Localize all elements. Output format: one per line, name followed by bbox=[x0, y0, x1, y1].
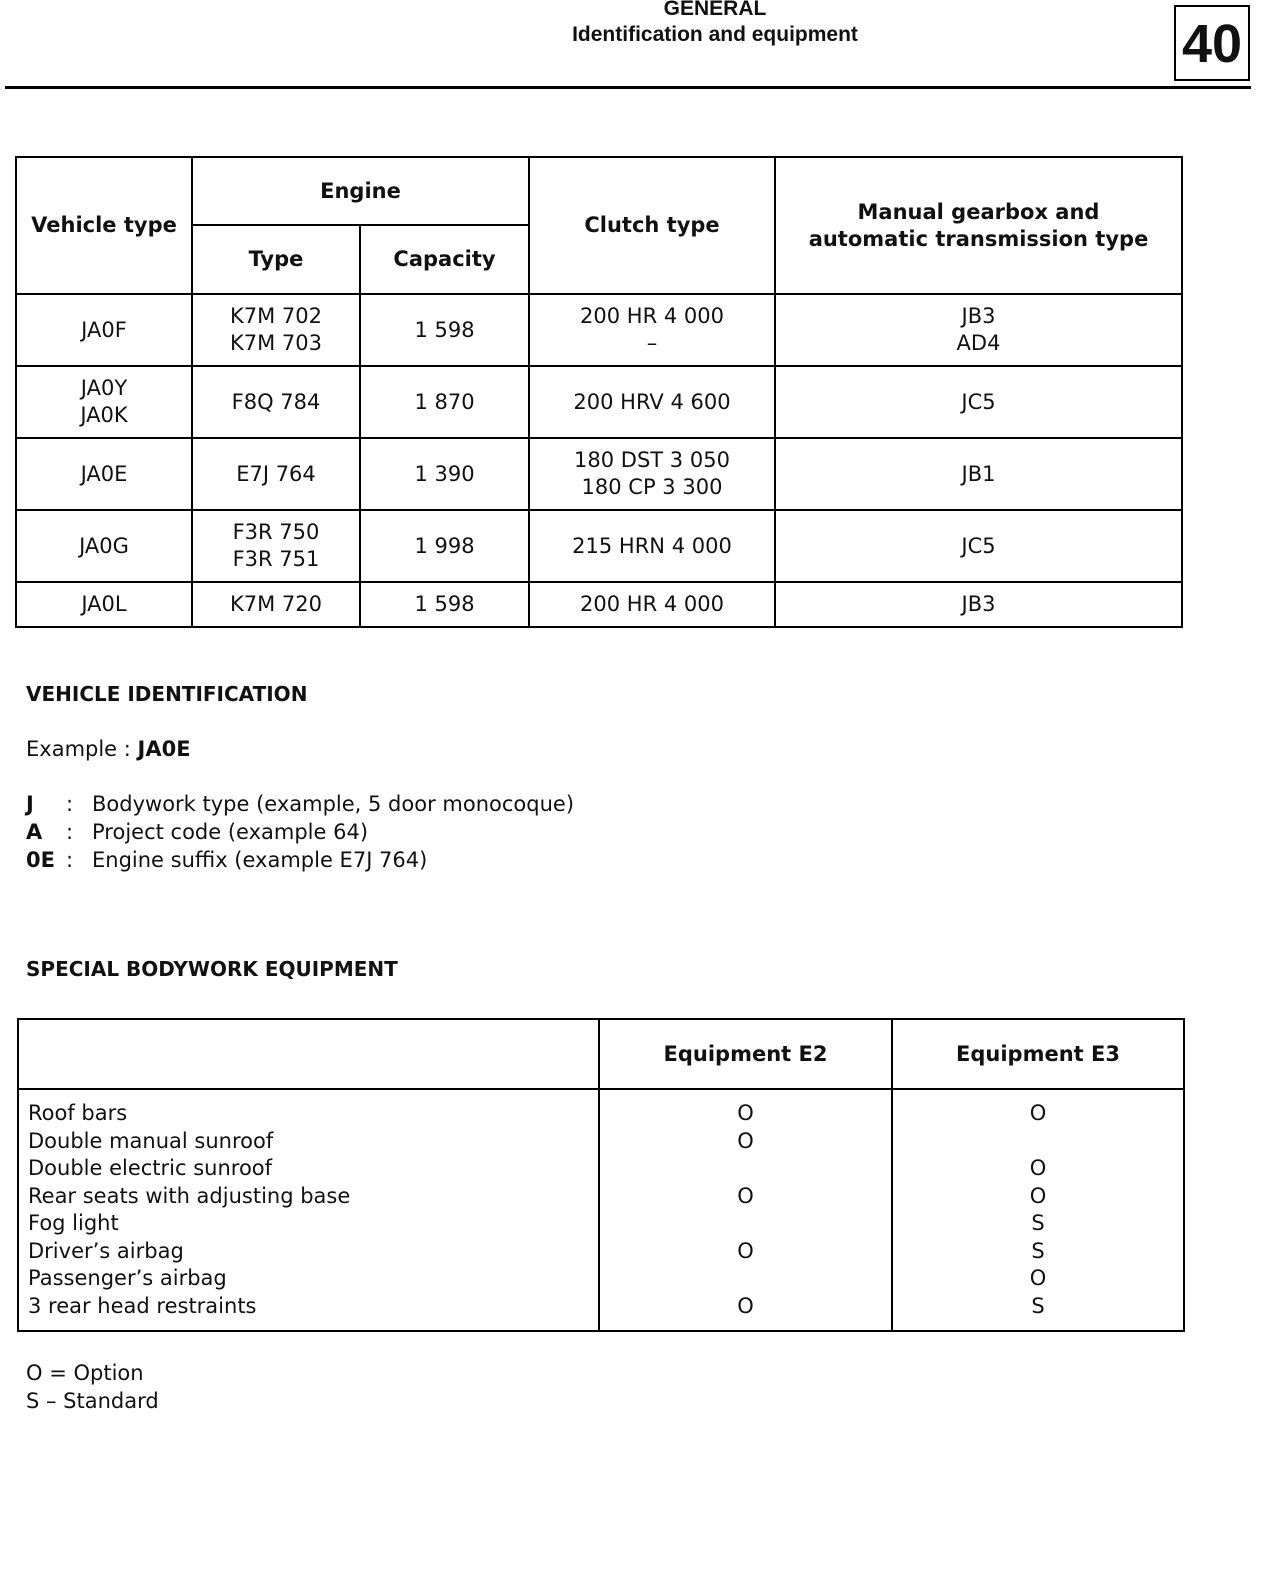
equipment-item-name: Fog light bbox=[28, 1211, 119, 1235]
equipment-e2-mark bbox=[600, 1265, 891, 1293]
cell-line: 1 598 bbox=[414, 592, 475, 616]
cell-capacity bbox=[360, 582, 529, 627]
cell-gearbox-type bbox=[775, 366, 1182, 438]
code-description: Bodywork type (example, 5 door monocoque) bbox=[92, 792, 575, 816]
cell-line: K7M 703 bbox=[229, 331, 322, 355]
cell-line: JA0E bbox=[80, 461, 128, 486]
header-divider bbox=[5, 86, 1251, 89]
cell-clutch-type bbox=[529, 366, 775, 438]
cell-line: – bbox=[646, 331, 658, 355]
equipment-e3-cell bbox=[892, 1089, 1184, 1331]
cell-line: K7M 720 bbox=[229, 592, 322, 616]
equipment-e3-mark: O bbox=[1029, 1266, 1047, 1290]
code-key: A bbox=[26, 820, 43, 844]
section-title: GENERAL bbox=[663, 0, 767, 20]
cell-line: JB1 bbox=[961, 461, 996, 486]
code-separator: : bbox=[66, 820, 74, 844]
cell-gearbox-type bbox=[775, 582, 1182, 627]
engine-table-row bbox=[16, 438, 1182, 510]
equipment-e3-mark: S bbox=[1031, 1211, 1045, 1235]
equipment-item-name: Double electric sunroof bbox=[28, 1156, 273, 1180]
page-header bbox=[0, 0, 1269, 48]
cell-line: JA0Y bbox=[80, 376, 128, 400]
cell-line: 200 HR 4 000 bbox=[580, 592, 724, 616]
equipment-item-name: Driver’s airbag bbox=[28, 1238, 184, 1263]
legend-standard: S – Standard bbox=[26, 1389, 159, 1413]
example-line bbox=[26, 737, 191, 761]
vehicle-identification-heading: VEHICLE IDENTIFICATION bbox=[26, 682, 308, 706]
cell-engine-type bbox=[192, 366, 360, 438]
cell-gearbox-type bbox=[775, 438, 1182, 510]
cell-line: JC5 bbox=[961, 533, 996, 558]
cell-line: 1 870 bbox=[414, 389, 475, 414]
equipment-header-e3: Equipment E3 bbox=[892, 1019, 1184, 1089]
engine-table bbox=[15, 156, 1183, 628]
equipment-header-blank bbox=[18, 1019, 599, 1089]
equipment-e3-mark: O bbox=[1029, 1156, 1047, 1180]
code-key: J bbox=[26, 792, 34, 816]
cell-line: 200 HR 4 000 bbox=[580, 304, 724, 328]
cell-vehicle-type bbox=[16, 510, 192, 582]
equipment-e3-mark bbox=[893, 1128, 1183, 1156]
cell-clutch-type bbox=[529, 510, 775, 582]
cell-clutch-type bbox=[529, 582, 775, 627]
legend-option: O = Option bbox=[26, 1361, 144, 1385]
cell-vehicle-type bbox=[16, 294, 192, 366]
example-label: Example : bbox=[26, 737, 138, 761]
cell-line: 180 CP 3 300 bbox=[581, 475, 723, 499]
code-description: Engine suffix (example E7J 764) bbox=[92, 848, 428, 872]
header-gearbox-type: Manual gearbox and automatic transmission type bbox=[775, 157, 1182, 294]
section-subtitle: Identification and equipment bbox=[572, 23, 858, 46]
cell-line: 1 598 bbox=[414, 317, 475, 342]
legend bbox=[26, 1359, 159, 1415]
equipment-e2-cell bbox=[599, 1089, 892, 1331]
equipment-e3-mark: O bbox=[1029, 1101, 1047, 1125]
equipment-item-name: Double manual sunroof bbox=[28, 1128, 274, 1153]
cell-vehicle-type bbox=[16, 582, 192, 627]
cell-line: F3R 750 bbox=[232, 520, 320, 544]
cell-line: JB3 bbox=[961, 304, 996, 328]
equipment-e3-mark: S bbox=[1031, 1238, 1045, 1263]
equipment-e2-mark bbox=[600, 1155, 891, 1183]
engine-table-body bbox=[16, 294, 1182, 627]
cell-capacity bbox=[360, 438, 529, 510]
cell-vehicle-type bbox=[16, 438, 192, 510]
equipment-header-e2: Equipment E2 bbox=[599, 1019, 892, 1089]
cell-engine-type bbox=[192, 582, 360, 627]
header-engine-type: Type bbox=[192, 225, 360, 294]
equipment-e3-mark: O bbox=[1029, 1183, 1047, 1208]
cell-engine-type bbox=[192, 294, 360, 366]
engine-table-row bbox=[16, 582, 1182, 627]
cell-vehicle-type bbox=[16, 366, 192, 438]
header-engine: Engine bbox=[192, 157, 529, 225]
header-engine-capacity: Capacity bbox=[360, 225, 529, 294]
equipment-item-name: 3 rear head restraints bbox=[28, 1293, 257, 1318]
equipment-e2-mark: O bbox=[737, 1183, 754, 1208]
cell-capacity bbox=[360, 294, 529, 366]
identification-code-row bbox=[26, 818, 368, 846]
cell-gearbox-type bbox=[775, 294, 1182, 366]
cell-gearbox-type bbox=[775, 510, 1182, 582]
cell-line: JA0G bbox=[79, 533, 129, 558]
cell-line: K7M 702 bbox=[229, 304, 322, 328]
code-separator: : bbox=[66, 848, 74, 872]
equipment-e2-mark bbox=[600, 1210, 891, 1238]
identification-code-row bbox=[26, 846, 427, 874]
code-key: 0E bbox=[26, 848, 55, 872]
equipment-item-name: Passenger’s airbag bbox=[28, 1266, 227, 1290]
special-equipment-heading: SPECIAL BODYWORK EQUIPMENT bbox=[26, 957, 398, 981]
engine-table-row bbox=[16, 294, 1182, 366]
example-code: JA0E bbox=[137, 737, 191, 761]
cell-line: F3R 751 bbox=[232, 547, 320, 571]
equipment-e2-mark: O bbox=[737, 1101, 754, 1125]
cell-engine-type bbox=[192, 438, 360, 510]
header-clutch-type: Clutch type bbox=[529, 157, 775, 294]
cell-line: F8Q 784 bbox=[231, 389, 321, 414]
cell-line: 1 998 bbox=[414, 533, 475, 558]
code-separator: : bbox=[66, 792, 74, 816]
equipment-e2-mark: O bbox=[737, 1238, 754, 1263]
equipment-item-name: Roof bars bbox=[28, 1101, 128, 1125]
equipment-item-name: Rear seats with adjusting base bbox=[28, 1183, 351, 1208]
equipment-names-cell bbox=[18, 1089, 599, 1331]
engine-table-row bbox=[16, 366, 1182, 438]
cell-capacity bbox=[360, 510, 529, 582]
cell-line: 200 HRV 4 600 bbox=[573, 389, 731, 414]
cell-line: AD4 bbox=[956, 331, 1001, 355]
cell-line: JA0L bbox=[81, 592, 127, 616]
equipment-e2-mark: O bbox=[737, 1128, 754, 1153]
cell-line: 180 DST 3 050 bbox=[574, 448, 730, 472]
cell-capacity bbox=[360, 366, 529, 438]
engine-table-row bbox=[16, 510, 1182, 582]
equipment-e2-mark: O bbox=[737, 1293, 754, 1318]
cell-line: JC5 bbox=[961, 389, 996, 414]
equipment-e3-mark: S bbox=[1031, 1293, 1045, 1318]
cell-engine-type bbox=[192, 510, 360, 582]
equipment-table bbox=[17, 1018, 1185, 1332]
cell-line: JA0F bbox=[81, 317, 127, 342]
cell-line: 215 HRN 4 000 bbox=[572, 533, 732, 558]
cell-line: E7J 764 bbox=[236, 461, 316, 486]
header-vehicle-type: Vehicle type bbox=[16, 157, 192, 294]
cell-line: JB3 bbox=[961, 592, 996, 616]
section-number-box: 40 bbox=[1174, 5, 1250, 81]
code-description: Project code (example 64) bbox=[92, 820, 369, 844]
cell-clutch-type bbox=[529, 294, 775, 366]
identification-code-row bbox=[26, 790, 574, 818]
cell-line: JA0K bbox=[80, 403, 128, 427]
cell-clutch-type bbox=[529, 438, 775, 510]
cell-line: 1 390 bbox=[414, 461, 475, 486]
